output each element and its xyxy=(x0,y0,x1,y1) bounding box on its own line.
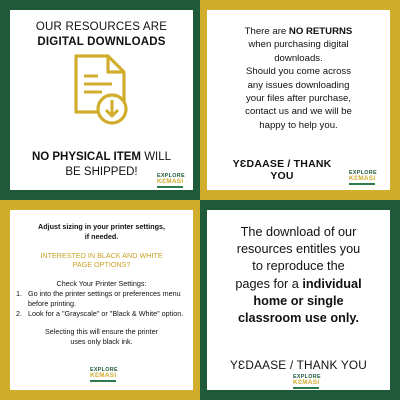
panel-returns xyxy=(200,0,400,200)
no-physical-item: NO PHYSICAL ITEM xyxy=(31,151,141,163)
document-download-icon xyxy=(68,54,132,126)
panel-digital-downloads xyxy=(0,0,200,200)
panel-license xyxy=(200,200,400,400)
card-returns xyxy=(207,10,390,190)
step-2: 2. Look for a "Grayscale" or "Black & White" option. xyxy=(16,308,184,318)
explore-kemasi-logo: EXPLORE KƐMASI xyxy=(293,374,323,390)
explore-kemasi-logo: EXPLORE KƐMASI xyxy=(349,170,379,186)
card-printing xyxy=(10,210,193,390)
no-returns: NO RETURNS xyxy=(288,26,353,37)
digital-title-line1: OUR RESOURCES ARE xyxy=(35,21,168,33)
will-text: WILL xyxy=(141,151,172,163)
panel-printing xyxy=(0,200,200,400)
card-license xyxy=(207,210,390,390)
digital-title-line2: DIGITAL DOWNLOADS xyxy=(37,36,166,48)
explore-kemasi-logo: EXPLORE KƐMASI xyxy=(90,367,120,383)
printing-text: Adjust sizing in your printer settings, if needed. INTERESTED IN BLACK AND WHITE PAGE OPTIONS? Check Your Printer Settings: 1. Go into the printer settings or preferences menu before printing. 2. Look for a "Grayscale" or "Black & White" option. Selecting this will ensure the printer uses only black ink. xyxy=(16,222,187,347)
returns-thank-you: YƐDAASE / THANK YOU xyxy=(232,158,332,182)
explore-kemasi-logo: EXPLORE KƐMASI xyxy=(157,173,187,189)
returns-text: There are NO RETURNS when purchasing digital downloads. Should you come across any issues downloading your files after purchase, contact us and we will be happy to help you. xyxy=(244,26,353,131)
card-digital-downloads xyxy=(10,10,193,190)
step-1: 1. Go into the printer settings or preferences menu before printing. xyxy=(16,288,181,308)
license-thank-you: YƐDAASE / THANK YOU xyxy=(229,358,368,372)
digital-title xyxy=(10,20,193,50)
be-shipped-text: BE SHIPPED! xyxy=(65,166,138,178)
license-text: The download of our resources entitles you to reproduce the pages for a individual home or single classroom use only. xyxy=(235,225,362,326)
